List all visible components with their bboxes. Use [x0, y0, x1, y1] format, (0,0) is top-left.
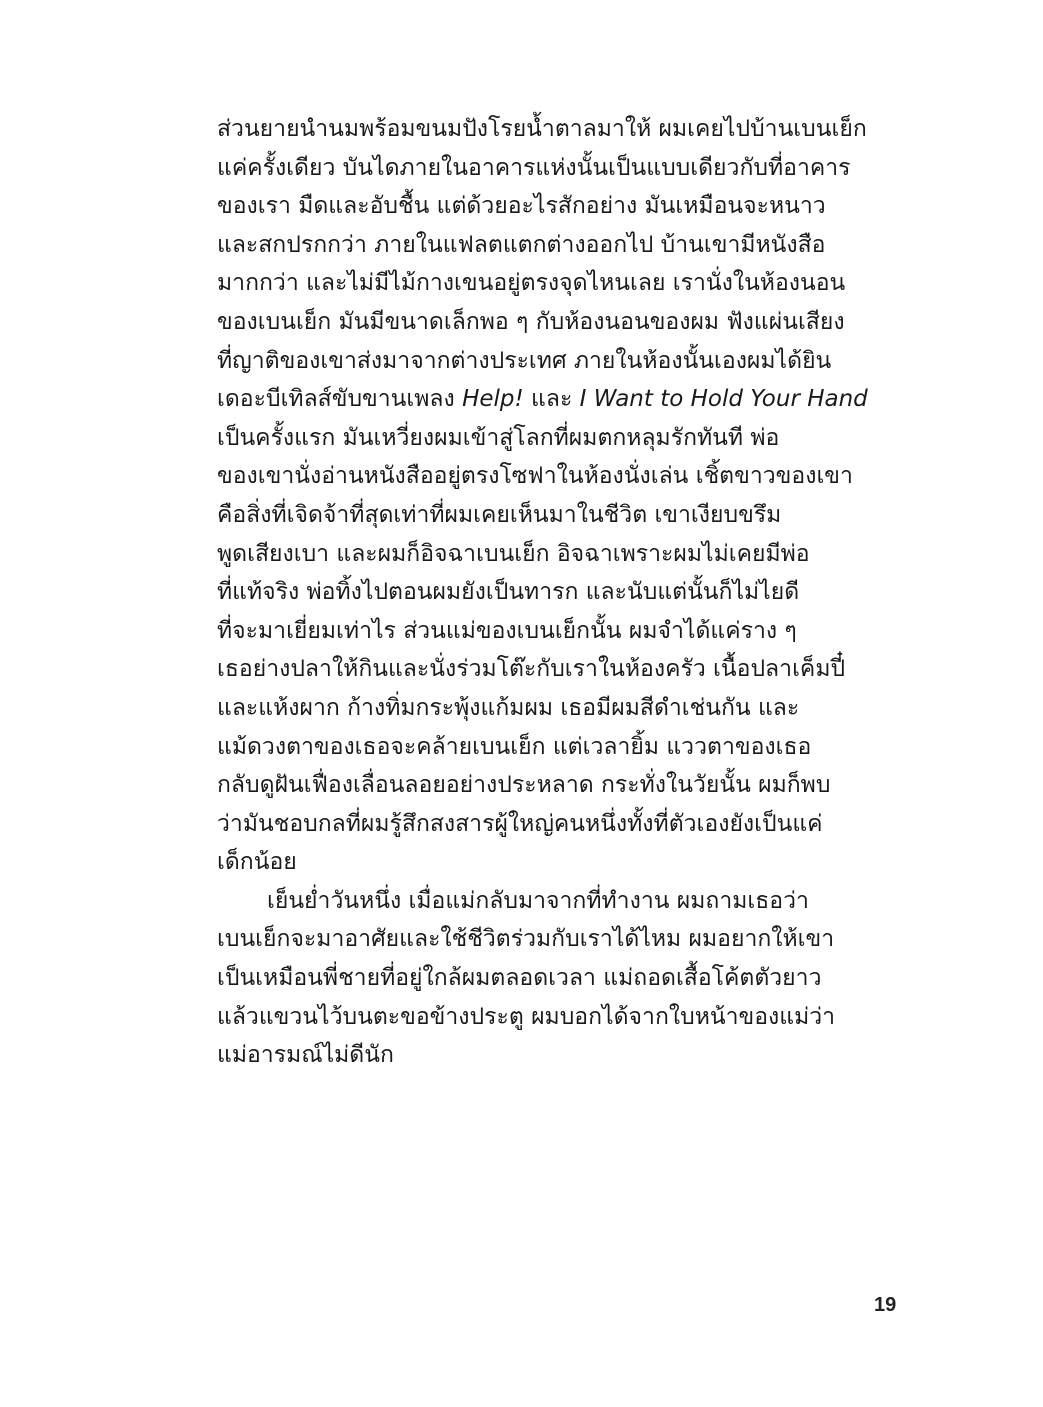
text-line: ว่ามันชอบกลที่ผมรู้สึกสงสารผู้ใหญ่คนหนึ่งทั้งที่ตัวเองยังเป็นแค่: [217, 810, 823, 837]
text-line: เป็นเหมือนพี่ชายที่อยู่ใกล้ผมตลอดเวลา แม่ถอดเสื้อโค้ตตัวยาว: [217, 965, 822, 992]
text-line: เป็นครั้งแรก มันเหวี่ยงผมเข้าสู่โลกที่ผมตกหลุมรักทันที พ่อ: [217, 424, 780, 451]
text-segment: เดอะบีเทิลส์ขับขานเพลง: [217, 386, 463, 413]
text-line: แค่ครั้งเดียว บันไดภายในอาคารแห่งนั้นเป็นแบบเดียวกับที่อาคาร: [217, 154, 851, 181]
song-title-help: Help!: [462, 386, 524, 413]
text-line: กลับดูฝันเฟื่องเลื่อนลอยอย่างประหลาด กระทั่งในวัยนั้น ผมก็พบ: [217, 772, 831, 799]
text-line: ส่วนยายนำนมพร้อมขนมปังโรยน้ำตาลมาให้ ผมเคยไปบ้านเบนเย็ก: [217, 116, 867, 142]
text-line: และสกปรกกว่า ภายในแฟลตแตกต่างออกไป บ้านเขามีหนังสือ: [217, 231, 826, 258]
paragraph-first-line: เย็นย่ำวันหนึ่ง เมื่อแม่กลับมาจากที่ทำงาน ผมถามเธอว่า: [267, 887, 809, 914]
body-text: [217, 110, 907, 1075]
text-line: แล้วแขวนไว้บนตะขอข้างประตู ผมบอกได้จากใบหน้าของแม่ว่า: [217, 1003, 836, 1030]
text-line: ที่จะมาเยี่ยมเท่าไร ส่วนแม่ของเบนเย็กนั้น ผมจำได้แค่ราง ๆ: [217, 617, 797, 644]
song-title-hold-your-hand: I Want to Hold Your Hand: [579, 386, 868, 413]
text-line: ของเบนเย็ก มันมีขนาดเล็กพอ ๆ กับห้องนอนของผม ฟังแผ่นเสียง: [217, 308, 845, 335]
text-line: และแห้งผาก ก้างทิ่มกระพุ้งแก้มผม เธอมีผมสีดำเช่นกัน และ: [217, 694, 800, 721]
text-line: แม่อารมณ์ไม่ดีนัก: [217, 1042, 394, 1069]
text-segment: และ: [523, 386, 580, 413]
text-line: คือสิ่งที่เจิดจ้าที่สุดเท่าที่ผมเคยเห็นมาในชีวิต เขาเงียบขรึม: [217, 501, 782, 528]
text-line: ที่แท้จริง พ่อทิ้งไปตอนผมยังเป็นทารก และนับแต่นั้นก็ไม่ไยดี: [217, 579, 800, 606]
text-line: เธอย่างปลาให้กินและนั่งร่วมโต๊ะกับเราในห้องครัว เนื้อปลาเค็มปี๋: [217, 656, 846, 683]
text-line: เด็กน้อย: [217, 849, 297, 876]
text-line: แม้ดวงตาของเธอจะคล้ายเบนเย็ก แต่เวลายิ้ม แววตาของเธอ: [217, 733, 812, 760]
page-number: 19: [874, 1294, 897, 1316]
text-line-song-titles: [217, 380, 907, 419]
text-line: เบนเย็กจะมาอาศัยและใช้ชีวิตร่วมกับเราได้ไหม ผมอยากให้เขา: [217, 926, 835, 953]
text-line: ของเรา มืดและอับชื้น แต่ด้วยอะไรสักอย่าง มันเหมือนจะหนาว: [217, 193, 826, 220]
text-line: มากกว่า และไม่มีไม้กางเขนอยู่ตรงจุดไหนเลย เรานั่งในห้องนอน: [217, 270, 846, 297]
text-line: พูดเสียงเบา และผมก็อิจฉาเบนเย็ก อิจฉาเพราะผมไม่เคยมีพ่อ: [217, 540, 810, 567]
text-line: ที่ญาติของเขาส่งมาจากต่างประเทศ ภายในห้องนั้นเองผมได้ยิน: [217, 347, 832, 374]
text-line: ของเขานั่งอ่านหนังสืออยู่ตรงโซฟาในห้องนั่งเล่น เชิ้ตขาวของเขา: [217, 463, 853, 490]
